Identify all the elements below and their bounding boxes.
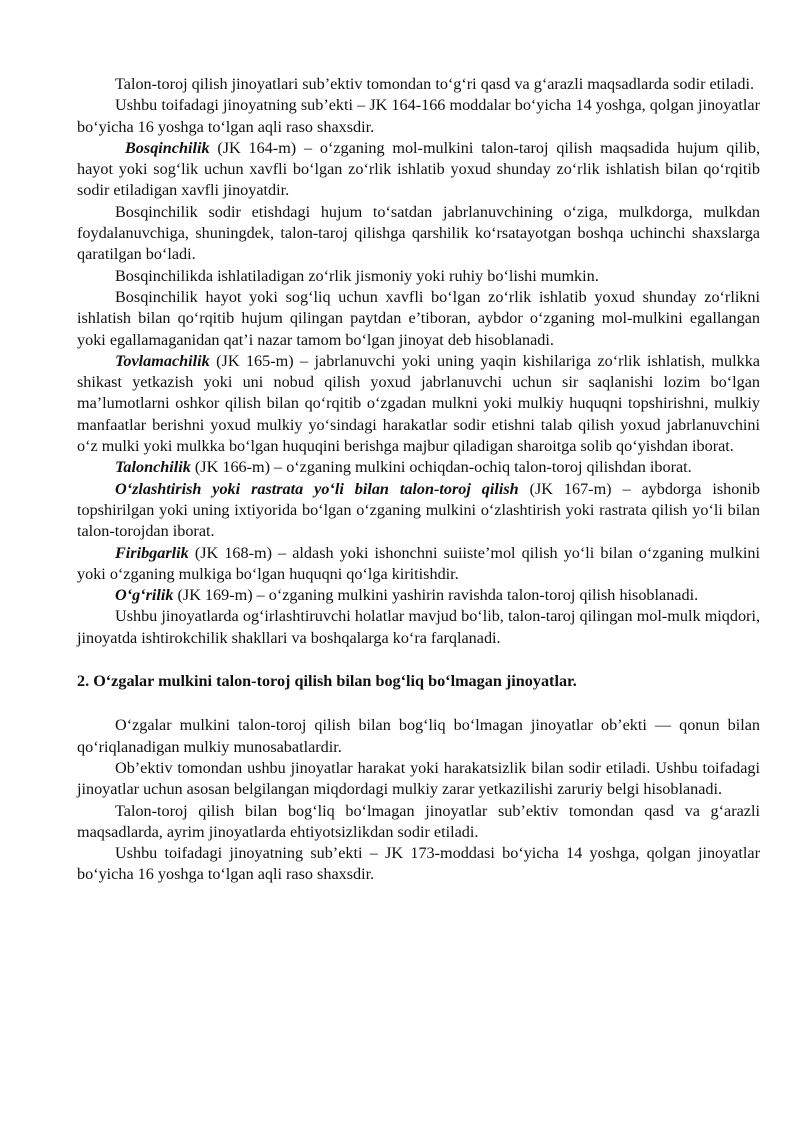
term-bosqinchilik: Bosqinchilik (125, 138, 210, 157)
term-ozlashtirish: O‘zlashtirish yoki rastrata yo‘li bilan talon-toroj qilish (115, 479, 519, 498)
paragraphs-bottom (77, 715, 760, 885)
paragraph: Bosqinchilik sodir etishdagi hujum to‘satdan jabrlanuvchining o‘ziga, mulkdorga, mulkdan foydalanuvchiga, shuningdek, talon-taroj qilishga qarshilik ko‘rsatayotgan boshqa uchinchi shaxslarga qaratilgan bo‘ladi. (77, 202, 760, 264)
section-heading: 2. O‘zgalar mulkini talon-toroj qilish bilan bog‘liq bo‘lmagan jinoyatlar. (77, 672, 577, 691)
paragraph: Ushbu jinoyatlarda og‘irlashtiruvchi holatlar mavjud bo‘lib, talon-taroj qilingan mol-mulk miqdori, jinoyatda ishtirokchilik shakllari va boshqalarga ko‘ra farqlanadi. (77, 607, 760, 647)
paragraph: Talon-toroj qilish bilan bog‘liq bo‘lmagan jinoyatlar sub’ektiv tomondan qasd va g‘arazli maqsadlarda, ayrim jinoyatlarda ehtiyotsizlikdan sodir etiladi. (77, 801, 760, 841)
paragraph: Ob’ektiv tomondan ushbu jinoyatlar harakat yoki harakatsizlik bilan sodir etiladi. Ushbu toifadagi jinoyatlar uchun asosan belgilangan miqdordagi mulkiy zarar yetkazilishi zaruriy belgi hisoblanadi. (77, 758, 760, 799)
paragraph: Talon-toroj qilish jinoyatlari sub’ektiv tomondan to‘g‘ri qasd va g‘arazli maqsadlarda sodir etiladi. (115, 75, 755, 93)
term-firibgarlik: Firibgarlik (115, 543, 189, 562)
paragraph: Ushbu toifadagi jinoyatning sub’ekti – JK 164-166 moddalar bo‘yicha 14 yoshga, qolgan jinoyatlar bo‘yicha 16 yoshga to‘lgan aqli raso shaxsdir. (77, 96, 760, 136)
term-tovlamachilik: Tovlamachilik (115, 351, 210, 370)
paragraph: O‘g‘rilik (JK 169-m) – o‘zganing mulkini yashirin ravishda talon-toroj qilish hisoblanadi. (115, 586, 699, 605)
paragraph: Talonchilik (JK 166-m) – o‘zganing mulkini ochiqdan-ochiq talon-toroj qilishdan iborat. (115, 458, 692, 477)
paragraph: Bosqinchilikda ishlatiladigan zo‘rlik jismoniy yoki ruhiy bo‘lishi mumkin. (115, 266, 599, 285)
paragraph: O‘zlashtirish yoki rastrata yo‘li bilan talon-toroj qilish (JK 167-m) – aybdorga ishonib topshirilgan yoki uning ixtiyorida bo‘lgan o‘zganing mulkini o‘zlashtirish yoki rastrata qilish yo‘li bilan talon-torojdan iborat. (77, 479, 760, 541)
term-ogrilik: O‘g‘rilik (115, 586, 174, 605)
paragraph: Bosqinchilik hayot yoki sog‘liq uchun xavfli bo‘lgan zo‘rlik ishlatib yoxud shunday zo‘rlikni ishlatish bilan qo‘rqitib hujum qilingan paytdan e’tiboran, aybdor o‘zganing mol-mulkini egallangan yoki egallamaganidan qat’i nazar tamom bo‘lgan jinoyat deb hisoblanadi. (77, 287, 760, 349)
term-talonchilik: Talonchilik (115, 458, 191, 477)
paragraph: Firibgarlik (JK 168-m) – aldash yoki ishonchni suiiste’mol qilish yo‘li bilan o‘zganing mulkini yoki o‘zganing mulkiga bo‘lgan huquqni qo‘lga kiritishdir. (77, 543, 760, 583)
document-page (77, 74, 760, 886)
paragraph: O‘zgalar mulkini talon-toroj qilish bilan bog‘liq bo‘lmagan jinoyatlar ob’ekti — qonun bilan qo‘riqlanadigan mulkiy munosabatlardir. (77, 716, 760, 756)
paragraph: Bosqinchilik (JK 164-m) – o‘zganing mol-mulkini talon-taroj qilish maqsadida hujum qilib, hayot yoki sog‘lik uchun xavfli bo‘lgan zo‘rlik ishlatib yoxud shunday zo‘rlik ishlatish bilan qo‘rqitib sodir etiladigan xavfli jinoyatdir. (77, 138, 760, 200)
paragraphs-top (77, 74, 760, 649)
paragraph: Tovlamachilik (JK 165-m) – jabrlanuvchi yoki uning yaqin kishilariga zo‘rlik ishlatish, mulkka shikast yetkazish yoki uni nobud qilish yoxud jabrlanuvchi uchun sir saqlanishi lozim bo‘lgan ma’lumotlarni oshkor qilish bilan qo‘rqitib o‘zgadan mulkni yoki mulkiy huquqni topshirishni, mulkiy manfaatlar berishni yoxud mulkiy yo‘sindagi harakatlar sodir etishni talab qilish yoxud jabrlanuvchini o‘z mulki yoki mulkka bo‘lgan huquqini berishga majbur qiladigan sharoitga solib qo‘yishdan iborat. (77, 351, 760, 456)
paragraph: Ushbu toifadagi jinoyatning sub’ekti – JK 173-moddasi bo‘yicha 14 yoshga, qolgan jinoyatlar bo‘yicha 16 yoshga to‘lgan aqli raso shaxsdir. (77, 844, 760, 884)
